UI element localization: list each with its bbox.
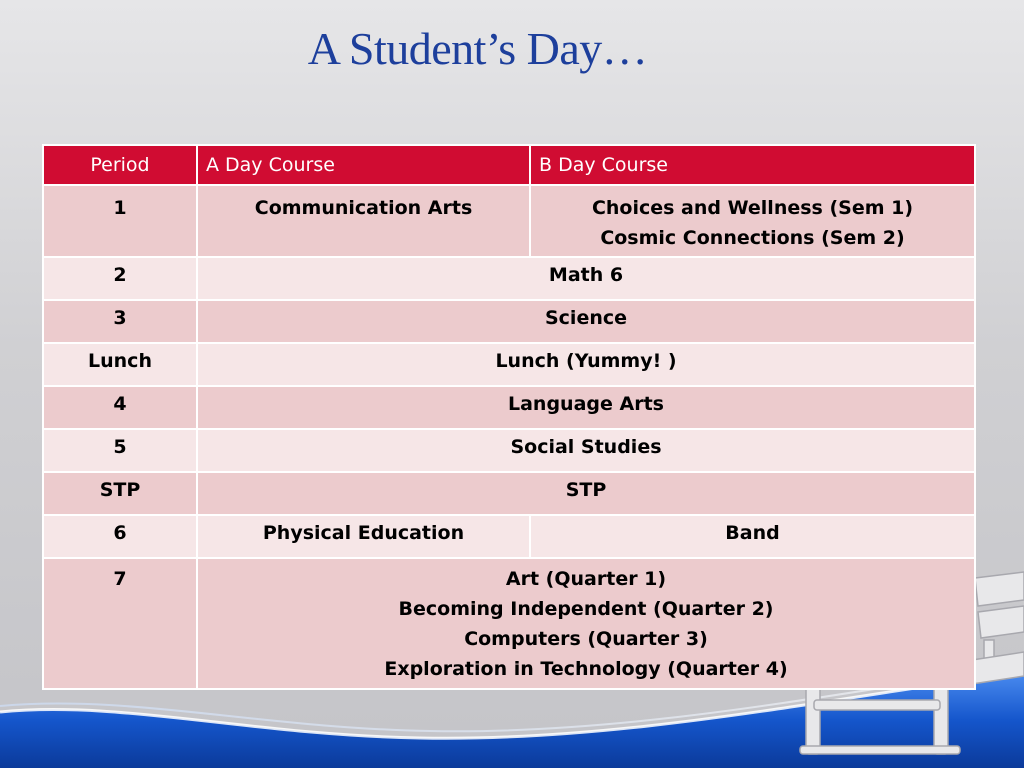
both-days-cell: STP <box>197 472 975 515</box>
a-day-cell: Communication Arts <box>197 185 530 257</box>
table-row <box>43 185 975 257</box>
table-row <box>43 257 975 300</box>
both-days-cell: Math 6 <box>197 257 975 300</box>
period-cell: 2 <box>43 257 197 300</box>
period-cell: 4 <box>43 386 197 429</box>
course-line: Becoming Independent (Quarter 2) <box>398 598 774 620</box>
period-cell: Lunch <box>43 343 197 386</box>
period-cell: 3 <box>43 300 197 343</box>
period-cell: 1 <box>43 185 197 257</box>
table-row <box>43 300 975 343</box>
table-row <box>43 472 975 515</box>
b-day-cell: Band <box>530 515 975 558</box>
table-row <box>43 515 975 558</box>
period-cell: STP <box>43 472 197 515</box>
b-day-cell <box>530 185 975 257</box>
a-day-cell: Physical Education <box>197 515 530 558</box>
period-cell: 5 <box>43 429 197 472</box>
header-period: Period <box>43 145 197 185</box>
both-days-cell: Lunch (Yummy! ) <box>197 343 975 386</box>
schedule-table <box>42 144 976 690</box>
table-row <box>43 429 975 472</box>
both-days-cell: Social Studies <box>197 429 975 472</box>
period-cell: 7 <box>43 558 197 689</box>
table-row <box>43 386 975 429</box>
table-row <box>43 558 975 689</box>
page-title: A Student’s Day… <box>307 23 648 74</box>
both-days-cell: Science <box>197 300 975 343</box>
course-line: Art (Quarter 1) <box>505 568 667 590</box>
period-cell: 6 <box>43 515 197 558</box>
table-header-row <box>43 145 975 185</box>
course-line: Cosmic Connections (Sem 2) <box>600 227 905 249</box>
header-b-day-course: B Day Course <box>530 145 975 185</box>
header-a-day-course: A Day Course <box>197 145 530 185</box>
course-line: Exploration in Technology (Quarter 4) <box>384 658 788 680</box>
table-row <box>43 343 975 386</box>
both-days-cell <box>197 558 975 689</box>
course-line: Choices and Wellness (Sem 1) <box>591 197 914 219</box>
course-line: Computers (Quarter 3) <box>464 628 708 650</box>
both-days-cell: Language Arts <box>197 386 975 429</box>
